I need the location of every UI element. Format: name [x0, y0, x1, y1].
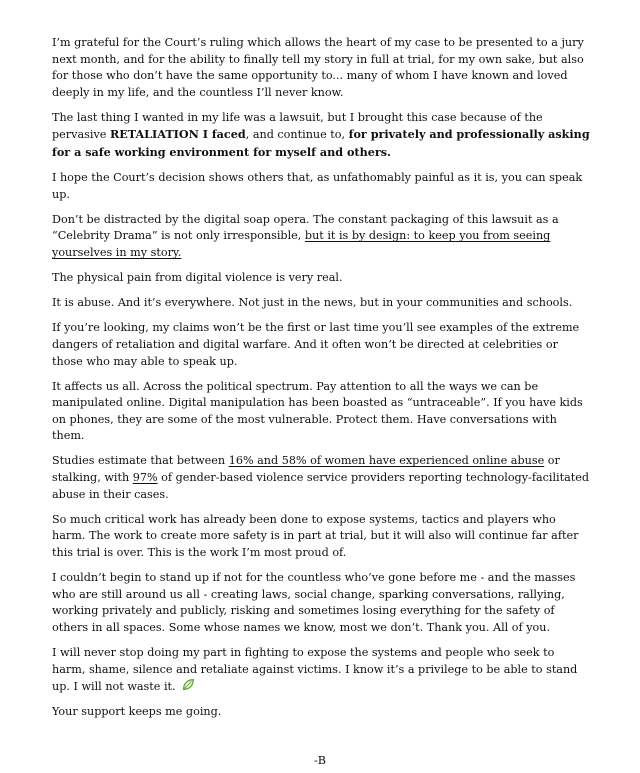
paragraph-physical-pain: The physical pain from digital violence is very real.: [52, 271, 343, 285]
percent-underline: 97%: [132, 471, 158, 485]
statistic-underline: 16% and 58% of women have experienced online abuse: [228, 454, 545, 468]
paragraph-abuse: It is abuse. And it’s everywhere. Not just in the news, but in your communities and schools.: [52, 296, 573, 310]
paragraph-affects-all: It affects us all. Across the political spectrum. Pay attention to all the ways we can be manipulated online. Digital manipulation has been boasted as “untraceable”. If you have kids on phones, they are some of the most vulnerable. Protect them. Have conversations with them.: [52, 379, 583, 443]
paragraph-speak-up: I hope the Court’s decision shows others that, as unfathomably painful as it is, you can speak up.: [52, 171, 583, 201]
paragraph-thank-you: I couldn’t begin to stand up if not for the countless who’ve gone before me - and the masses who are still around us all - creating laws, social change, sparking conversations, rallying, working privately and publicly, risking and sometimes losing everything for the safety of others in all spaces. Some whose names we know, most we don’t. Thank you. All of you.: [52, 571, 576, 634]
safe-workplace-emphasis: for privately and professionally asking for a safe working environment for myself and others.: [52, 127, 590, 160]
leaf-icon: [181, 678, 195, 692]
by-design-underline: but it is by design: to keep you from seeing yourselves in my story.: [52, 229, 551, 260]
paragraph-critical-work: So much critical work has already been done to expose systems, tactics and players who harm. The work to create more safety is in part at trial, but it will also will continue far after this trial is over. This is the work I’m most proud of.: [52, 512, 579, 559]
retaliation-emphasis: RETALIATION I faced: [109, 127, 246, 142]
paragraph-studies: Studies estimate that between 16% and 58% of women have experienced online abuse or stalking, with 97% of gender-based violence service providers reporting technology-facilitated abuse in their cases.: [52, 454, 590, 501]
paragraph-never-stop: I will never stop doing my part in fighting to expose the systems and people who seek to harm, shame, silence and retaliate against victims. I know it’s a privilege to be able to stand up. I will not waste it.: [52, 645, 578, 694]
paragraph-court-ruling: I’m grateful for the Court’s ruling which allows the heart of my case to be presented to a jury next month, and for the ability to finally tell my story in full at trial, for my own sake, but also for those who don’t have the same opportunity to... many of whom I have known and loved deeply in my life, and the countless I’ll never know.: [52, 36, 584, 99]
signature: -B: [313, 754, 326, 767]
paragraph-lawsuit-reason: The last thing I wanted in my life was a lawsuit, but I brought this case because of the pervasive RETALIATION I faced, and continue to, for privately and professionally asking for a safe working environment for myself and others.: [52, 110, 590, 160]
paragraph-support: Your support keeps me going.: [52, 705, 222, 719]
paragraph-soap-opera: Don’t be distracted by the digital soap opera. The constant packaging of this lawsuit as a “Celebrity Drama” is not only irresponsible, but it is by design: to keep you from seeing yourselves in my story.: [52, 212, 559, 260]
paragraph-retaliation-dangers: If you’re looking, my claims won’t be the first or last time you’ll see examples of the extreme dangers of retaliation and digital warfare. And it often won’t be directed at celebrities or those who may able to speak up.: [52, 321, 580, 368]
